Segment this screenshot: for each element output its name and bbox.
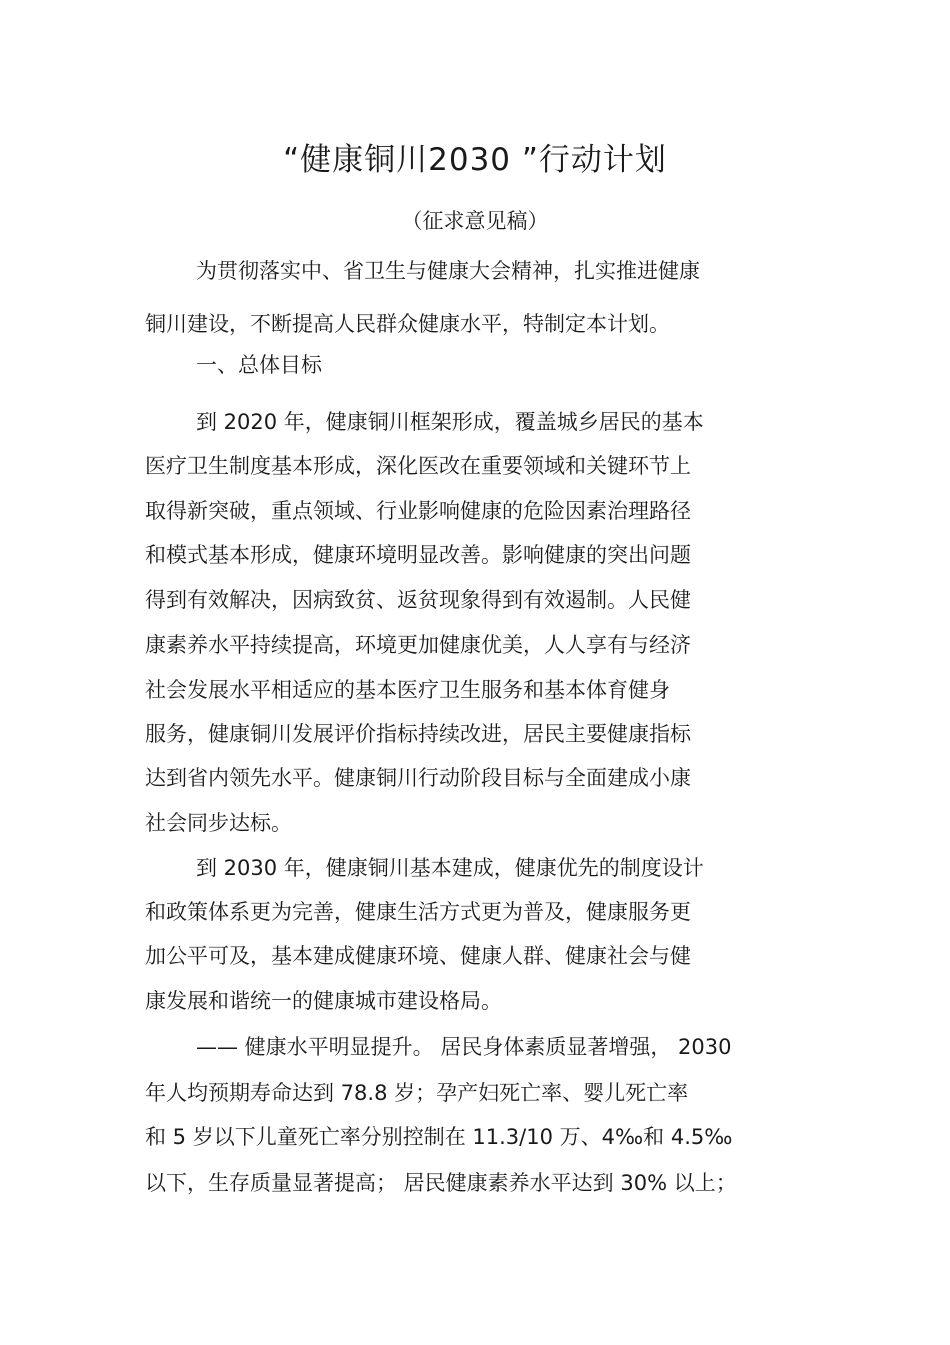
paragraph-line: 得到有效解决，因病致贫、返贫现象得到有效遏制。人民健 (145, 588, 691, 612)
paragraph-line: 达到省内领先水平。健康铜川行动阶段目标与全面建成小康 (145, 766, 691, 790)
paragraph-line: 服务，健康铜川发展评价指标持续改进，居民主要健康指标 (145, 722, 691, 746)
section-heading: 一、总体目标 (196, 353, 322, 377)
paragraph-line: 康发展和谐统一的健康城市建设格局。 (145, 989, 502, 1013)
paragraph-line: —— 健康水平明显提升。 居民身体素质显著增强， 2030 (196, 1035, 732, 1059)
paragraph-line: 铜川建设，不断提高人民群众健康水平，特制定本计划。 (145, 312, 670, 336)
paragraph-line: 以下，生存质量显著提高； 居民健康素养水平达到 30% 以上； (145, 1171, 737, 1195)
paragraph-line: 和政策体系更为完善，健康生活方式更为普及，健康服务更 (145, 900, 691, 924)
paragraph-line: 到 2030 年，健康铜川基本建成，健康优先的制度设计 (196, 856, 704, 880)
paragraph-line: 医疗卫生制度基本形成，深化医改在重要领域和关键环节上 (145, 454, 691, 478)
paragraph-line: 年人均预期寿命达到 78.8 岁；孕产妇死亡率、婴儿死亡率 (145, 1081, 689, 1105)
paragraph-line: 取得新突破，重点领域、行业影响健康的危险因素治理路径 (145, 499, 691, 523)
paragraph-line: 加公平可及，基本建成健康环境、健康人群、健康社会与健 (145, 944, 691, 968)
paragraph-line: 社会发展水平相适应的基本医疗卫生服务和基本体育健身 (145, 678, 670, 702)
paragraph-line: 社会同步达标。 (145, 811, 292, 835)
paragraph-line: 到 2020 年，健康铜川框架形成，覆盖城乡居民的基本 (196, 410, 704, 434)
paragraph-line: 和 5 岁以下儿童死亡率分别控制在 11.3/10 万、4‰和 4.5‰ (145, 1125, 733, 1149)
paragraph-line: 为贯彻落实中、省卫生与健康大会精神，扎实推进健康 (196, 259, 700, 283)
paragraph-line: 康素养水平持续提高，环境更加健康优美，人人享有与经济 (145, 633, 691, 657)
paragraph-line: 和模式基本形成，健康环境明显改善。影响健康的突出问题 (145, 543, 691, 567)
document-title: “健康铜川2030 ”行动计划 (283, 142, 667, 178)
document-subtitle: （征求意见稿） (401, 209, 549, 233)
